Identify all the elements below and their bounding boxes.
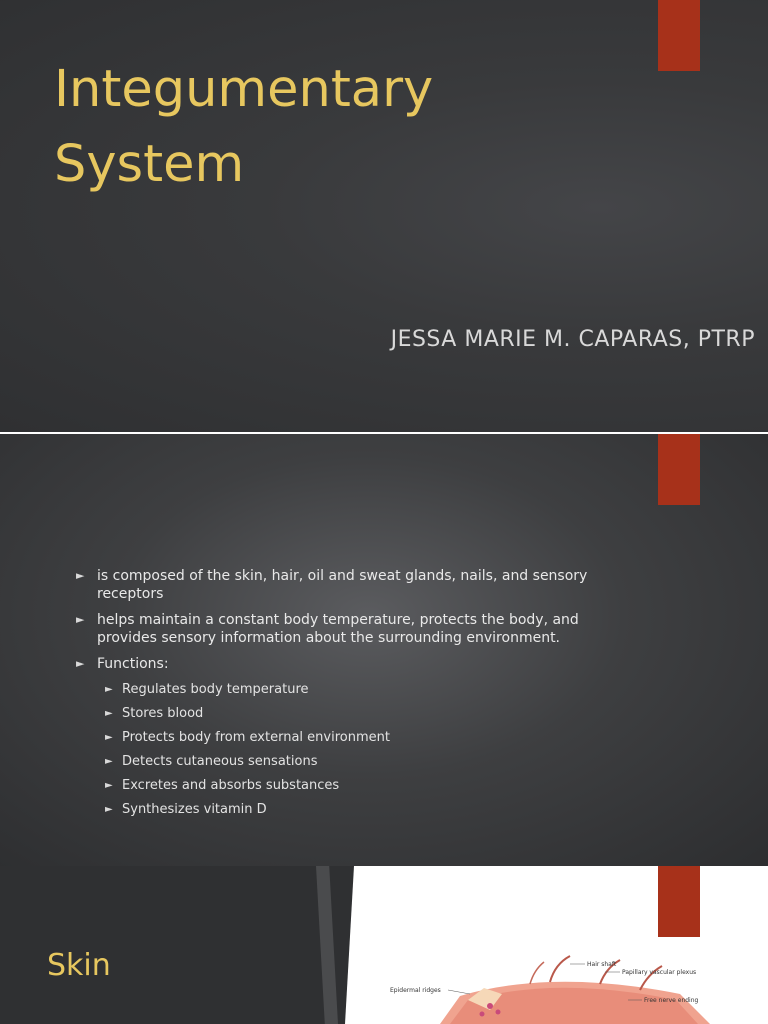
label-papillary-plexus: Papillary vascular plexus <box>622 969 697 976</box>
triangle-bullet-icon: ► <box>105 732 113 743</box>
function-item: ► Protects body from external environment <box>105 730 390 745</box>
triangle-bullet-icon: ► <box>76 613 85 626</box>
accent-tab <box>658 866 700 937</box>
accent-tab <box>658 434 700 505</box>
bullet-item: ► is composed of the skin, hair, oil and sweat glands, nails, and sensory receptors <box>76 568 588 602</box>
title-slide <box>0 0 768 432</box>
function-item: ► Detects cutaneous sensations <box>105 754 318 769</box>
function-item: ► Stores blood <box>105 706 204 721</box>
title-line-2: System <box>54 135 245 194</box>
triangle-bullet-icon: ► <box>105 756 113 767</box>
function-item: ► Synthesizes vitamin D <box>105 802 267 817</box>
triangle-bullet-icon: ► <box>105 708 113 719</box>
bullet-item-functions: ► Functions: ► Regulates body temperature ► Stores blood ► Protects body from external environment ► Detects cutaneous sensations ► Excretes and absorbs substances ► Synthesizes vitamin D <box>76 655 636 819</box>
skin-diagram <box>380 954 710 1024</box>
author-name: JESSA MARIE M. CAPARAS, PTRP <box>390 327 755 352</box>
triangle-bullet-icon: ► <box>76 569 85 582</box>
title-line-1: Integumentary <box>54 60 434 119</box>
skin-illustration <box>440 956 710 1024</box>
label-epidermal-ridges: Epidermal ridges <box>390 987 441 994</box>
divider-stripe <box>316 866 338 1024</box>
slide-title <box>54 52 433 202</box>
bullet-list <box>76 567 636 827</box>
triangle-bullet-icon: ► <box>105 780 113 791</box>
function-item: ► Regulates body temperature <box>105 682 309 697</box>
accent-tab <box>658 0 700 71</box>
overview-slide <box>0 434 768 866</box>
functions-list <box>97 681 636 819</box>
label-hair-shaft: Hair shaft <box>587 961 617 968</box>
function-item: ► Excretes and absorbs substances <box>105 778 340 793</box>
triangle-bullet-icon: ► <box>105 684 113 695</box>
label-free-nerve-ending: Free nerve ending <box>644 997 699 1004</box>
bullet-item: ► helps maintain a constant body temperature, protects the body, and provides sensory information about the surrounding environment. <box>76 612 579 646</box>
triangle-bullet-icon: ► <box>76 657 85 670</box>
triangle-bullet-icon: ► <box>105 804 113 815</box>
skin-slide <box>0 866 768 1024</box>
section-title: Skin <box>47 948 111 983</box>
